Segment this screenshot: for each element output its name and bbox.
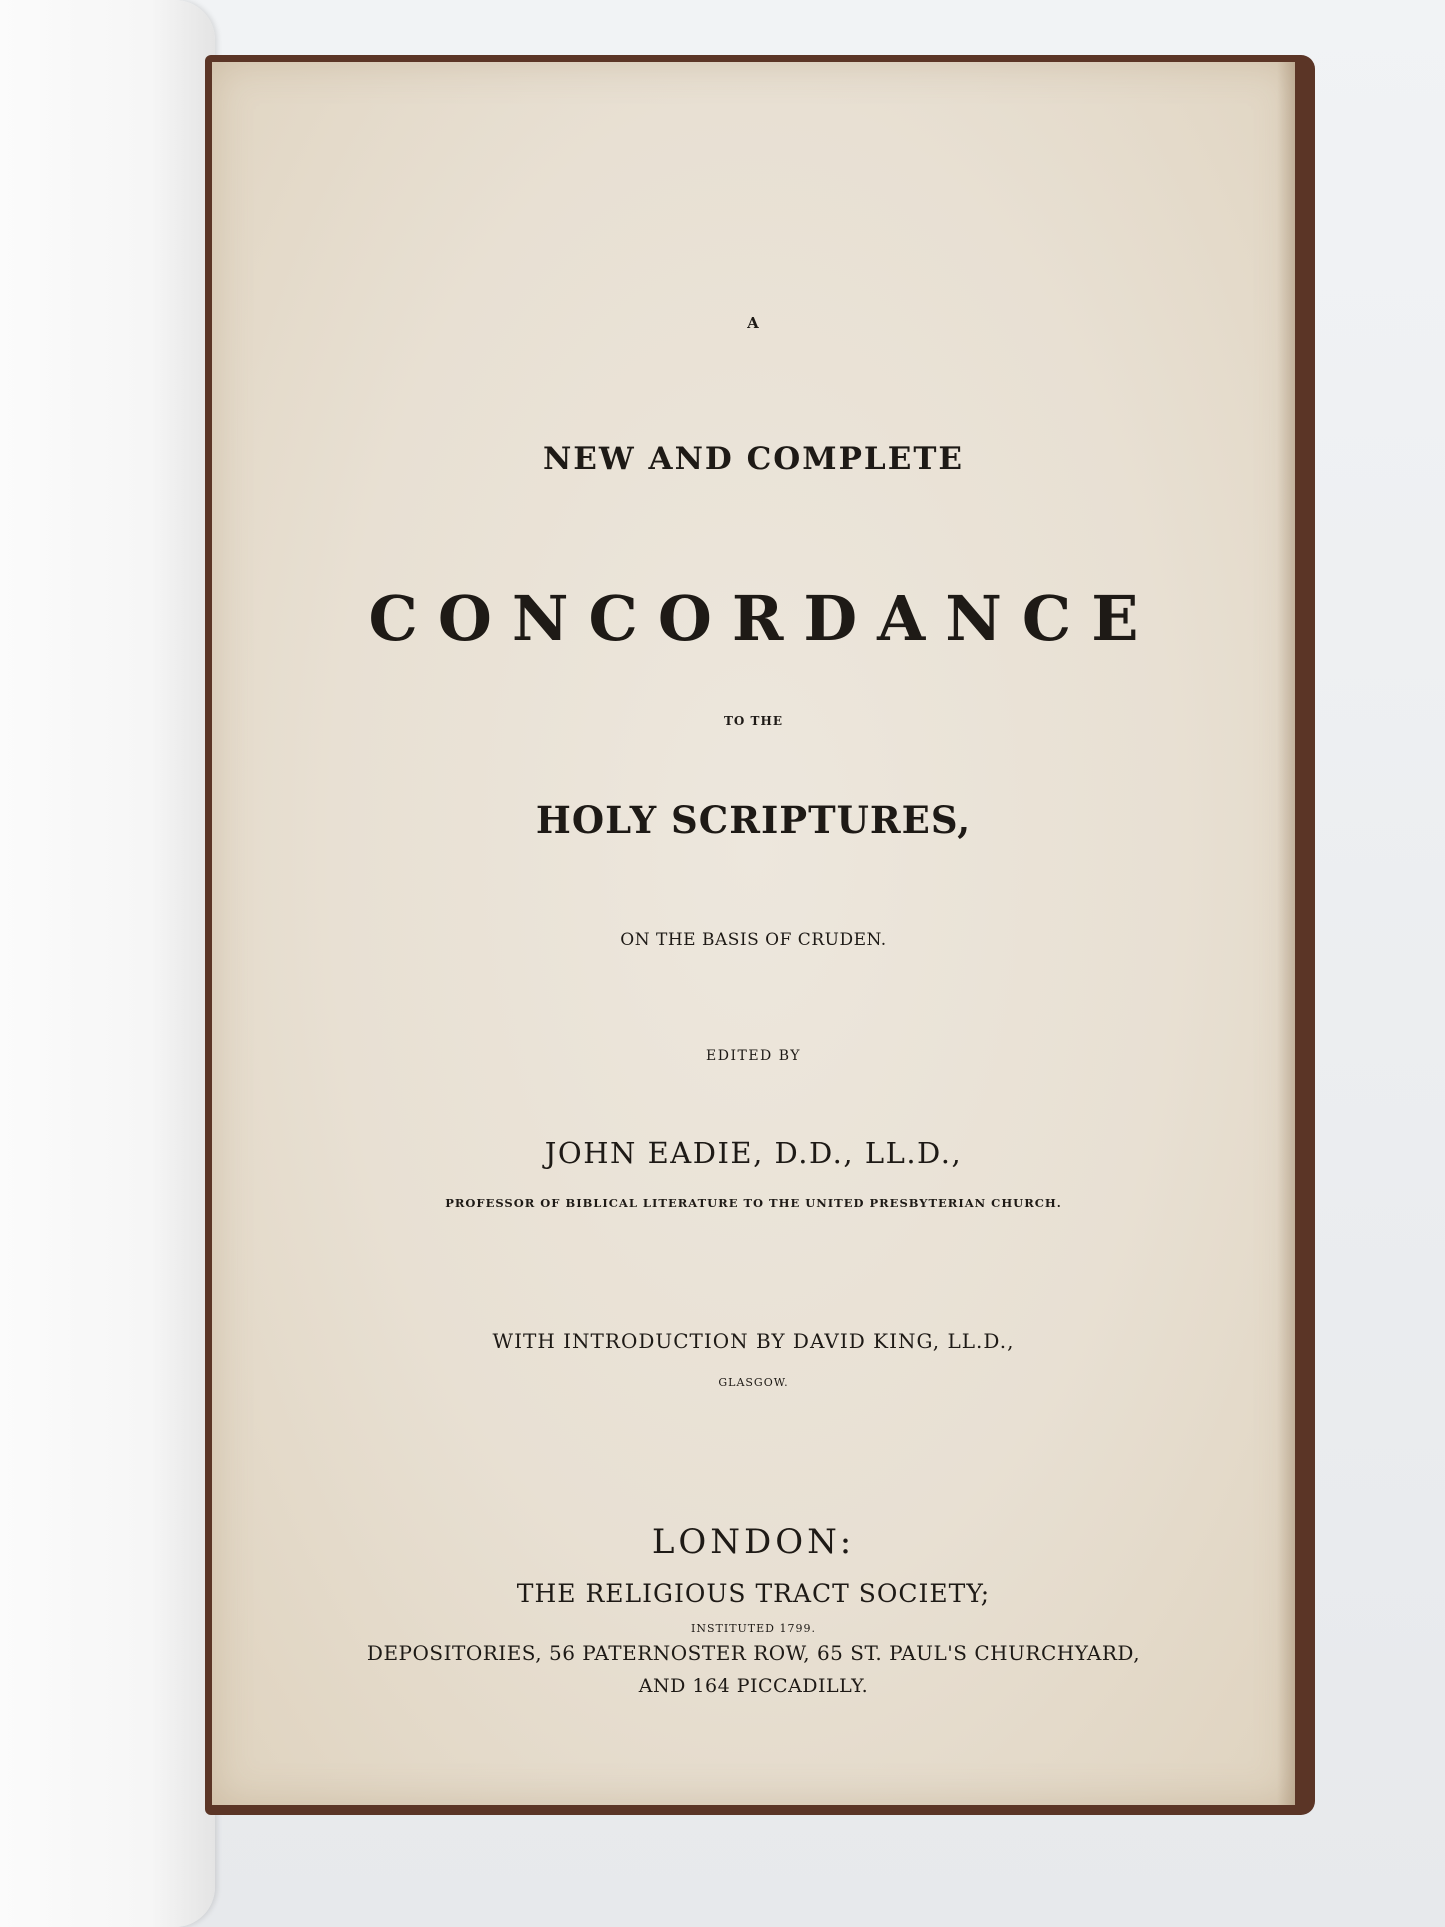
publisher-name: THE RELIGIOUS TRACT SOCIETY;	[516, 1579, 991, 1608]
title-basis: ON THE BASIS OF CRUDEN.	[620, 930, 887, 950]
title-article: A	[747, 314, 760, 332]
introduction-credit: WITH INTRODUCTION BY DAVID KING, LL.D.,	[492, 1329, 1015, 1353]
facing-blank-page	[0, 0, 215, 1927]
introduction-place: GLASGOW.	[718, 1376, 789, 1389]
depositories-line: DEPOSITORIES, 56 PATERNOSTER ROW, 65 ST. PAUL'S CHURCHYARD,	[366, 1641, 1141, 1665]
title-subheading: NEW AND COMPLETE	[542, 441, 965, 477]
editor-name: JOHN EADIE, D.D., LL.D.,	[544, 1136, 963, 1170]
title-page	[212, 62, 1295, 1805]
title-holy-scriptures: HOLY SCRIPTURES,	[535, 798, 972, 842]
editor-title: PROFESSOR OF BIBLICAL LITERATURE TO THE UNITED PRESBYTERIAN CHURCH.	[445, 1196, 1062, 1210]
depositories-line-cont: AND 164 PICCADILLY.	[638, 1675, 869, 1697]
imprint-city: LONDON:	[651, 1522, 856, 1562]
publisher-instituted: INSTITUTED 1799.	[691, 1622, 816, 1635]
main-title: CONCORDANCE	[368, 582, 1159, 655]
title-connector: TO THE	[724, 714, 783, 728]
edited-by-label: EDITED BY	[706, 1048, 801, 1064]
